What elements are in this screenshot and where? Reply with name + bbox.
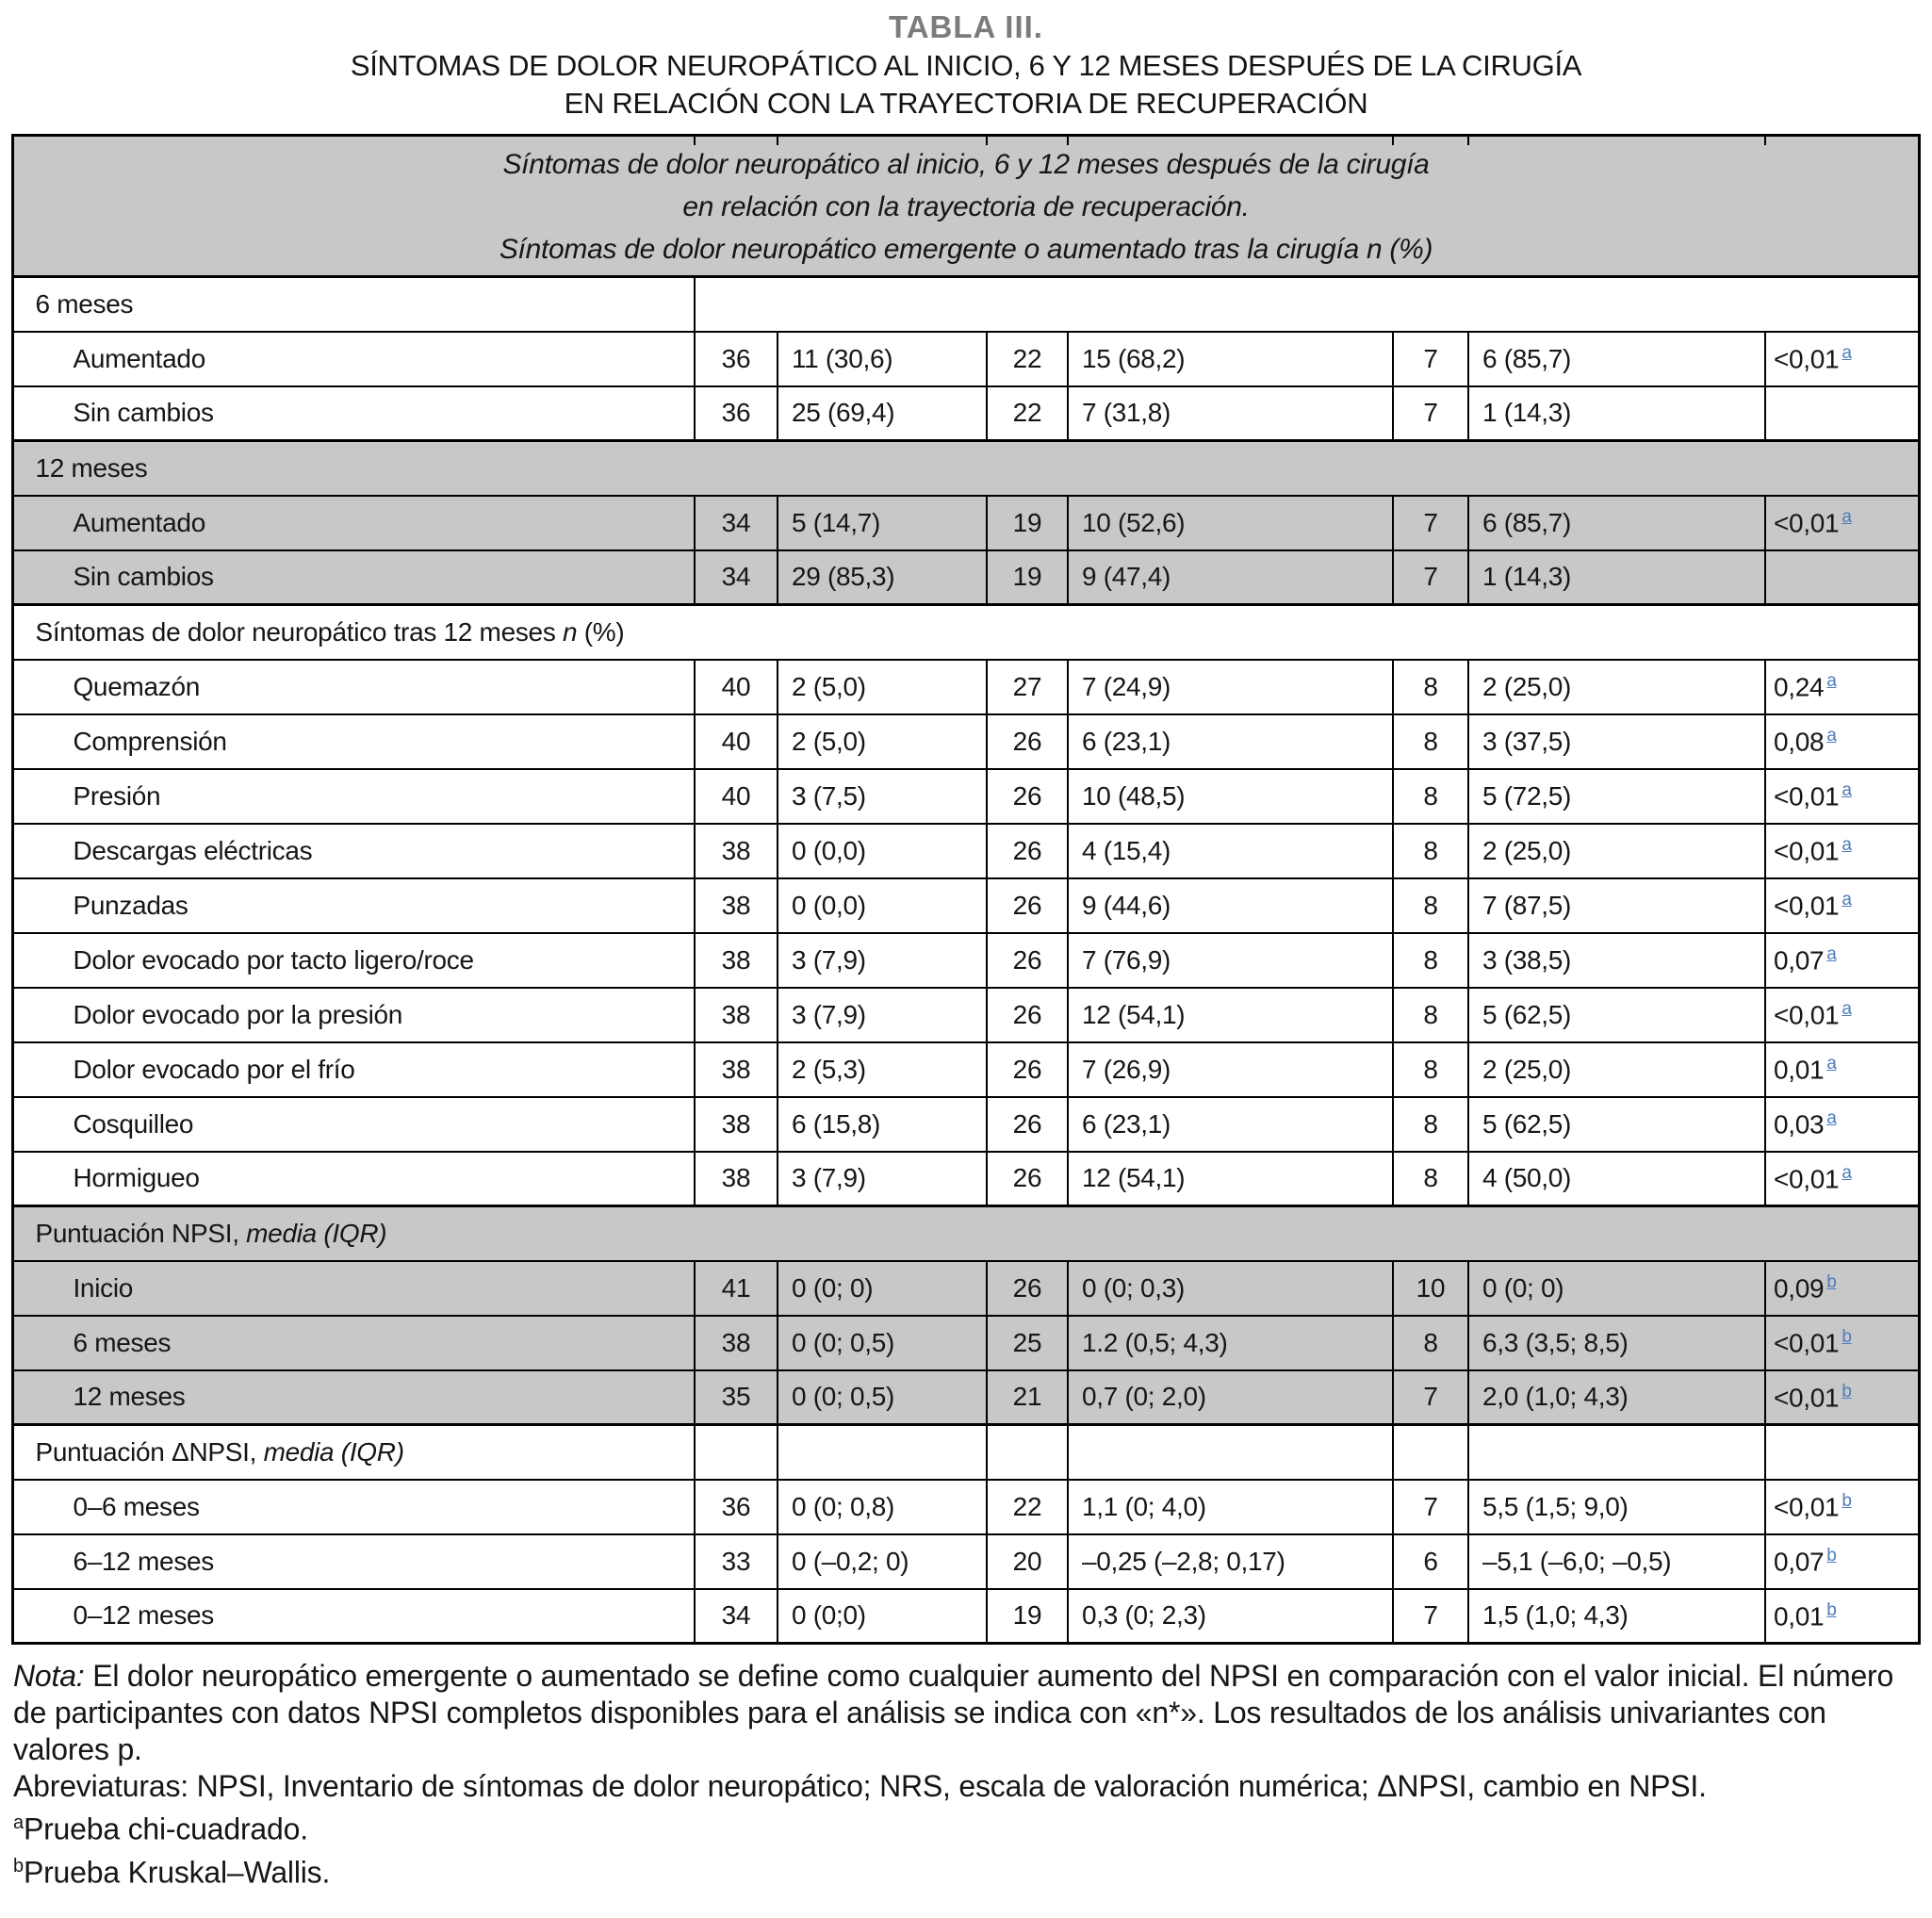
value-cell: 2 (5,3) (778, 1042, 987, 1097)
section-label-cell (13, 605, 1919, 660)
p-value: 0,07 (1773, 1547, 1825, 1577)
p-value-cell (1765, 1042, 1919, 1097)
table-title-line1: SÍNTOMAS DE DOLOR NEUROPÁTICO AL INICIO, 6 Y 12 MESES DESPUÉS DE LA CIRUGÍA (350, 49, 1582, 82)
footnote-a (13, 1805, 1919, 1848)
column-divider-tick (986, 137, 988, 145)
table-row (13, 1261, 1919, 1316)
value-cell: 11 (30,6) (778, 332, 987, 386)
p-value-cell (1765, 933, 1919, 988)
p-value: <0,01 (1773, 891, 1840, 921)
n-cell: 22 (987, 1480, 1068, 1534)
n-cell: 40 (695, 660, 778, 714)
p-value: <0,01 (1773, 781, 1840, 811)
table-row (13, 441, 1919, 496)
p-value: 0,08 (1773, 727, 1825, 757)
n-cell: 40 (695, 714, 778, 769)
footnote-link[interactable]: a (1842, 779, 1852, 800)
value-cell: 0 (0; 0,5) (778, 1316, 987, 1370)
table-row (13, 1097, 1919, 1152)
table-header-row (13, 136, 1919, 277)
n-cell: 35 (695, 1370, 778, 1425)
footnote-link[interactable]: a (1842, 998, 1852, 1019)
value-cell: 3 (38,5) (1468, 933, 1765, 988)
n-cell: 7 (1393, 332, 1468, 386)
value-cell: 0 (0; 0,5) (778, 1370, 987, 1425)
empty-cell (1068, 1425, 1393, 1480)
p-value-cell (1765, 769, 1919, 824)
row-label-cell: 6 meses (13, 1316, 695, 1370)
p-value: <0,01 (1773, 1163, 1840, 1193)
table-header-cell (13, 136, 1919, 277)
column-divider-tick (1392, 137, 1394, 145)
row-label-cell: Quemazón (13, 660, 695, 714)
p-value: <0,01 (1773, 344, 1840, 374)
row-label-cell: Hormigueo (13, 1152, 695, 1206)
n-cell: 38 (695, 933, 778, 988)
value-cell: 4 (50,0) (1468, 1152, 1765, 1206)
value-cell: 1.2 (0,5; 4,3) (1068, 1316, 1393, 1370)
section-label-text: Puntuación NPSI, (35, 1218, 247, 1248)
value-cell: 1,5 (1,0; 4,3) (1468, 1589, 1765, 1644)
p-value-cell (1765, 1152, 1919, 1206)
value-cell: 15 (68,2) (1068, 332, 1393, 386)
section-label-text: (%) (577, 616, 625, 647)
p-value: 0,09 (1773, 1273, 1825, 1303)
value-cell: 10 (48,5) (1068, 769, 1393, 824)
footnote-a-text: Prueba chi-cuadrado. (23, 1811, 308, 1846)
value-cell: 6,3 (3,5; 8,5) (1468, 1316, 1765, 1370)
n-cell: 40 (695, 769, 778, 824)
table-title-line2: EN RELACIÓN CON LA TRAYECTORIA DE RECUPERACIÓN (564, 87, 1368, 120)
section-label-cell (13, 277, 695, 332)
n-cell: 10 (1393, 1261, 1468, 1316)
row-label-cell: Descargas eléctricas (13, 824, 695, 878)
n-cell: 22 (987, 386, 1068, 441)
value-cell: 7 (31,8) (1068, 386, 1393, 441)
n-cell: 8 (1393, 1042, 1468, 1097)
p-value: 0,01 (1773, 1600, 1825, 1631)
empty-cell (695, 277, 1919, 332)
n-cell: 25 (987, 1316, 1068, 1370)
table-row (13, 714, 1919, 769)
n-cell: 22 (987, 332, 1068, 386)
p-value-cell (1765, 1261, 1919, 1316)
footnote-link[interactable]: a (1826, 1107, 1837, 1128)
n-cell: 8 (1393, 1152, 1468, 1206)
value-cell: 2 (5,0) (778, 714, 987, 769)
n-cell: 19 (987, 496, 1068, 550)
table-row (13, 878, 1919, 933)
value-cell: 3 (7,9) (778, 1152, 987, 1206)
p-value: <0,01 (1773, 836, 1840, 866)
footnote-link[interactable]: a (1826, 943, 1837, 964)
p-value-cell (1765, 1370, 1919, 1425)
value-cell: 3 (37,5) (1468, 714, 1765, 769)
table-row (13, 1316, 1919, 1370)
n-cell: 38 (695, 824, 778, 878)
section-label-cell (13, 1206, 1919, 1261)
n-cell: 34 (695, 550, 778, 605)
table-row (13, 988, 1919, 1042)
row-label-cell: Sin cambios (13, 386, 695, 441)
footnote-link[interactable]: a (1826, 1053, 1837, 1074)
footnote-b-marker: b (13, 1855, 24, 1877)
n-cell: 8 (1393, 988, 1468, 1042)
note-general-text: El dolor neuropático emergente o aumentado se define como cualquier aumento del NPSI en comparación con el valor inicial. El número de participantes con datos NPSI completos disponibles para el análisis se indica con «n*». Los resultados de los análisis univariantes con valores p. (13, 1659, 1894, 1766)
table-row (13, 1042, 1919, 1097)
n-cell: 26 (987, 988, 1068, 1042)
n-cell: 41 (695, 1261, 778, 1316)
footnote-link[interactable]: a (1826, 725, 1837, 746)
value-cell: 7 (87,5) (1468, 878, 1765, 933)
p-value-cell (1765, 550, 1919, 605)
value-cell: 0 (0; 0) (1468, 1261, 1765, 1316)
footnote-link[interactable]: a (1842, 889, 1852, 910)
footnote-link[interactable]: b (1842, 1381, 1852, 1402)
p-value-cell (1765, 1097, 1919, 1152)
n-cell: 8 (1393, 1316, 1468, 1370)
p-value-cell (1765, 714, 1919, 769)
n-cell: 21 (987, 1370, 1068, 1425)
value-cell: 2 (25,0) (1468, 660, 1765, 714)
n-cell: 8 (1393, 714, 1468, 769)
p-value: 0,24 (1773, 672, 1825, 702)
table-row (13, 1534, 1919, 1589)
row-label-cell: Aumentado (13, 332, 695, 386)
empty-cell (1468, 1425, 1765, 1480)
row-label-cell: Dolor evocado por la presión (13, 988, 695, 1042)
n-cell: 19 (987, 550, 1068, 605)
row-label-cell: 0–6 meses (13, 1480, 695, 1534)
p-value: 0,01 (1773, 1055, 1825, 1085)
footnote-a-marker: a (13, 1812, 24, 1833)
p-value: <0,01 (1773, 1328, 1840, 1358)
footnote-link[interactable]: b (1842, 1490, 1852, 1511)
value-cell: 6 (23,1) (1068, 1097, 1393, 1152)
value-cell: 1,1 (0; 4,0) (1068, 1480, 1393, 1534)
value-cell: 10 (52,6) (1068, 496, 1393, 550)
value-cell: 6 (23,1) (1068, 714, 1393, 769)
footnote-b-text: Prueba Kruskal–Wallis. (23, 1855, 331, 1890)
table-row (13, 769, 1919, 824)
p-value-cell (1765, 496, 1919, 550)
table-row (13, 1480, 1919, 1534)
value-cell: 6 (85,7) (1468, 496, 1765, 550)
table-header-line: Síntomas de dolor neuropático emergente o aumentado tras la cirugía n (%) (499, 234, 1433, 265)
n-cell: 26 (987, 1042, 1068, 1097)
n-cell: 34 (695, 1589, 778, 1644)
p-value-cell (1765, 1480, 1919, 1534)
value-cell: –0,25 (–2,8; 0,17) (1068, 1534, 1393, 1589)
n-cell: 38 (695, 878, 778, 933)
row-label-cell: 12 meses (13, 1370, 695, 1425)
table-row (13, 660, 1919, 714)
row-label-cell: Punzadas (13, 878, 695, 933)
n-cell: 38 (695, 1316, 778, 1370)
row-label-cell: 6–12 meses (13, 1534, 695, 1589)
n-cell: 38 (695, 1097, 778, 1152)
n-cell: 7 (1393, 1370, 1468, 1425)
value-cell: 9 (44,6) (1068, 878, 1393, 933)
value-cell: 1 (14,3) (1468, 550, 1765, 605)
section-label-text: Síntomas de dolor neuropático tras 12 meses (35, 616, 564, 647)
table-row (13, 550, 1919, 605)
table-row (13, 1425, 1919, 1480)
row-label-cell: Dolor evocado por el frío (13, 1042, 695, 1097)
section-label-italic: media (IQR) (263, 1436, 404, 1467)
value-cell: 2 (25,0) (1468, 1042, 1765, 1097)
empty-cell (1765, 1425, 1919, 1480)
n-cell: 8 (1393, 660, 1468, 714)
value-cell: 6 (85,7) (1468, 332, 1765, 386)
footnote-link[interactable]: b (1842, 1326, 1852, 1347)
section-label-italic: n (563, 616, 578, 647)
n-cell: 8 (1393, 824, 1468, 878)
column-divider-tick (694, 137, 696, 145)
value-cell: 25 (69,4) (778, 386, 987, 441)
n-cell: 26 (987, 933, 1068, 988)
value-cell: 3 (7,9) (778, 988, 987, 1042)
p-value-cell (1765, 1316, 1919, 1370)
footnote-link[interactable]: b (1826, 1599, 1837, 1620)
footnote-link[interactable]: a (1826, 670, 1837, 691)
value-cell: 5 (62,5) (1468, 1097, 1765, 1152)
value-cell: 0 (0;0) (778, 1589, 987, 1644)
section-label-text: 12 meses (35, 452, 148, 483)
value-cell: 0 (0,0) (778, 878, 987, 933)
value-cell: 0 (0; 0,8) (778, 1480, 987, 1534)
note-general (13, 1658, 1919, 1768)
value-cell: 5 (62,5) (1468, 988, 1765, 1042)
value-cell: 0 (–0,2; 0) (778, 1534, 987, 1589)
p-value-cell (1765, 988, 1919, 1042)
footnote-link[interactable]: b (1826, 1271, 1837, 1292)
row-label-cell: Inicio (13, 1261, 695, 1316)
notes-block (13, 1658, 1919, 1891)
n-cell: 7 (1393, 496, 1468, 550)
section-label-cell (13, 1425, 695, 1480)
column-divider-tick (1764, 137, 1766, 145)
n-cell: 26 (987, 824, 1068, 878)
row-label-cell: Sin cambios (13, 550, 695, 605)
value-cell: 0 (0; 0,3) (1068, 1261, 1393, 1316)
empty-cell (695, 1425, 778, 1480)
n-cell: 36 (695, 386, 778, 441)
table-row (13, 933, 1919, 988)
empty-cell (1393, 1425, 1468, 1480)
row-label-cell: Aumentado (13, 496, 695, 550)
n-cell: 26 (987, 1097, 1068, 1152)
n-cell: 36 (695, 332, 778, 386)
value-cell: 7 (26,9) (1068, 1042, 1393, 1097)
value-cell: 4 (15,4) (1068, 824, 1393, 878)
value-cell: 29 (85,3) (778, 550, 987, 605)
value-cell: 7 (76,9) (1068, 933, 1393, 988)
value-cell: 0 (0,0) (778, 824, 987, 878)
n-cell: 34 (695, 496, 778, 550)
value-cell: 5 (14,7) (778, 496, 987, 550)
n-cell: 36 (695, 1480, 778, 1534)
p-value: <0,01 (1773, 1382, 1840, 1412)
table-number-label: TABLA III. (889, 9, 1043, 44)
section-label-text: Puntuación ΔNPSI, (35, 1436, 264, 1467)
table-row (13, 332, 1919, 386)
value-cell: 7 (24,9) (1068, 660, 1393, 714)
n-cell: 7 (1393, 550, 1468, 605)
section-label-cell (13, 441, 1919, 496)
value-cell: 5,5 (1,5; 9,0) (1468, 1480, 1765, 1534)
table-header-line: Síntomas de dolor neuropático al inicio, 6 y 12 meses después de la cirugía (502, 149, 1430, 180)
table-row (13, 1370, 1919, 1425)
row-label-cell: Comprensión (13, 714, 695, 769)
footnote-link[interactable]: a (1842, 1162, 1852, 1183)
section-label-text: 6 meses (35, 288, 134, 319)
table-row (13, 605, 1919, 660)
empty-cell (778, 1425, 987, 1480)
value-cell: 9 (47,4) (1068, 550, 1393, 605)
n-cell: 26 (987, 878, 1068, 933)
p-value-cell (1765, 824, 1919, 878)
value-cell: 2 (5,0) (778, 660, 987, 714)
p-value: <0,01 (1773, 1000, 1840, 1030)
value-cell: 2,0 (1,0; 4,3) (1468, 1370, 1765, 1425)
value-cell: 12 (54,1) (1068, 1152, 1393, 1206)
section-label-italic: media (IQR) (246, 1218, 387, 1248)
n-cell: 38 (695, 988, 778, 1042)
p-value-cell (1765, 386, 1919, 441)
column-divider-tick (1067, 137, 1069, 145)
n-cell: 38 (695, 1152, 778, 1206)
p-value-cell (1765, 1589, 1919, 1644)
footnote-link[interactable]: a (1842, 506, 1852, 527)
n-cell: 8 (1393, 1097, 1468, 1152)
table-row (13, 824, 1919, 878)
n-cell: 26 (987, 1261, 1068, 1316)
table-row (13, 496, 1919, 550)
note-label: Nota: (13, 1659, 85, 1693)
n-cell: 19 (987, 1589, 1068, 1644)
n-cell: 7 (1393, 1480, 1468, 1534)
value-cell: 1 (14,3) (1468, 386, 1765, 441)
table-title-block (0, 0, 1932, 123)
value-cell: 2 (25,0) (1468, 824, 1765, 878)
value-cell: 0,3 (0; 2,3) (1068, 1589, 1393, 1644)
value-cell: 0 (0; 0) (778, 1261, 987, 1316)
n-cell: 20 (987, 1534, 1068, 1589)
table-row (13, 1152, 1919, 1206)
p-value: <0,01 (1773, 1492, 1840, 1522)
value-cell: 0,7 (0; 2,0) (1068, 1370, 1393, 1425)
n-cell: 26 (987, 714, 1068, 769)
table-row (13, 277, 1919, 332)
n-cell: 8 (1393, 769, 1468, 824)
n-cell: 7 (1393, 386, 1468, 441)
footnote-link[interactable]: a (1842, 342, 1852, 363)
row-label-cell: Cosquilleo (13, 1097, 695, 1152)
n-cell: 33 (695, 1534, 778, 1589)
value-cell: –5,1 (–6,0; –0,5) (1468, 1534, 1765, 1589)
value-cell: 3 (7,5) (778, 769, 987, 824)
note-abbreviations: Abreviaturas: NPSI, Inventario de síntomas de dolor neuropático; NRS, escala de valoración numérica; ΔNPSI, cambio en NPSI. (13, 1769, 1707, 1803)
footnote-link[interactable]: b (1826, 1545, 1837, 1566)
n-cell: 6 (1393, 1534, 1468, 1589)
n-cell: 26 (987, 1152, 1068, 1206)
column-divider-tick (777, 137, 778, 145)
row-label-cell: 0–12 meses (13, 1589, 695, 1644)
value-cell: 3 (7,9) (778, 933, 987, 988)
p-value-cell (1765, 660, 1919, 714)
empty-cell (987, 1425, 1068, 1480)
data-table (11, 134, 1920, 1645)
n-cell: 38 (695, 1042, 778, 1097)
table-row (13, 1206, 1919, 1261)
p-value-cell (1765, 332, 1919, 386)
n-cell: 26 (987, 769, 1068, 824)
p-value: 0,03 (1773, 1109, 1825, 1139)
footnote-link[interactable]: a (1842, 834, 1852, 855)
value-cell: 12 (54,1) (1068, 988, 1393, 1042)
row-label-cell: Presión (13, 769, 695, 824)
n-cell: 7 (1393, 1589, 1468, 1644)
table-row (13, 1589, 1919, 1644)
value-cell: 6 (15,8) (778, 1097, 987, 1152)
n-cell: 27 (987, 660, 1068, 714)
table-row (13, 386, 1919, 441)
row-label-cell: Dolor evocado por tacto ligero/roce (13, 933, 695, 988)
table-header-line: en relación con la trayectoria de recuperación. (682, 191, 1250, 222)
p-value-cell (1765, 1534, 1919, 1589)
p-value-cell (1765, 878, 1919, 933)
p-value: 0,07 (1773, 945, 1825, 975)
n-cell: 8 (1393, 933, 1468, 988)
n-cell: 8 (1393, 878, 1468, 933)
footnote-b (13, 1848, 1919, 1892)
column-divider-tick (1467, 137, 1469, 145)
p-value: <0,01 (1773, 508, 1840, 538)
value-cell: 5 (72,5) (1468, 769, 1765, 824)
